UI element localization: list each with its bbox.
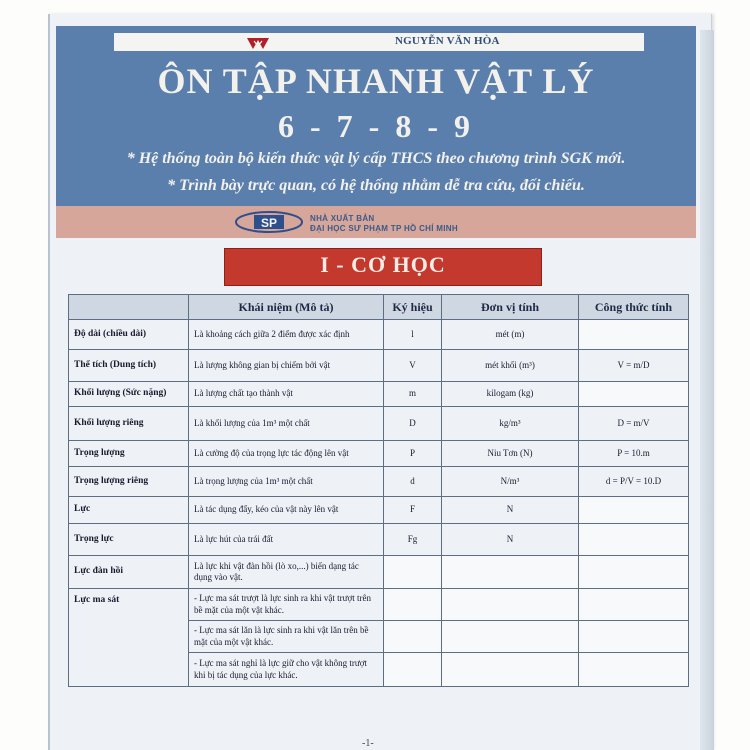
table-row [69,441,689,467]
tagline-1: * Hệ thống toàn bộ kiến thức vật lý cấp THCS theo chương trình SGK mới. [126,150,626,167]
cell-symbol: l [384,320,442,350]
table-body [69,320,689,687]
page-number: -1- [362,738,374,749]
cell-concept: Trọng lượng [69,441,189,467]
sp-logo-icon [234,210,304,234]
cell-formula [579,382,689,407]
cell-unit: kg/m³ [442,407,579,441]
section-title: I - CƠ HỌC [320,252,446,277]
cell-symbol [384,556,442,589]
cell-unit [442,589,579,621]
cell-symbol [384,621,442,653]
cell-description: Là khoảng cách giữa 2 điểm được xác định [189,320,384,350]
table-header-row [69,295,689,320]
sheet-edge [700,30,714,750]
cell-symbol: P [384,441,442,467]
cell-symbol [384,589,442,621]
cell-formula: d = P/V = 10.D [579,467,689,497]
cell-description: Là trọng lượng của 1m³ một chất [189,467,384,497]
mechanics-table [68,294,689,687]
top-strip [114,33,644,51]
cell-symbol: m [384,382,442,407]
publisher-line-1: NHÀ XUẤT BẢN [310,214,375,223]
cell-concept: Lực ma sát [69,589,189,687]
cell-symbol [384,653,442,687]
cell-symbol: D [384,407,442,441]
publisher-line-2: ĐẠI HỌC SƯ PHẠM TP HỒ CHÍ MINH [310,224,458,233]
tagline-2: * Trình bày trực quan, có hệ thống nhằm dễ tra cứu, đối chiếu. [167,177,585,194]
cell-concept: Độ dài (chiều dài) [69,320,189,350]
cell-formula [579,653,689,687]
table-row [69,467,689,497]
cell-symbol: F [384,497,442,524]
table-row [69,382,689,407]
publisher-band [56,206,696,238]
table-row [69,497,689,524]
cell-unit: mét khối (m³) [442,350,579,382]
cell-description: Là lượng chất tạo thành vật [189,382,384,407]
cell-description: Là khối lượng của 1m³ một chất [189,407,384,441]
cell-description: Là lượng không gian bị chiếm bởi vật [189,350,384,382]
cell-formula [579,497,689,524]
table-row [69,407,689,441]
table-row [69,320,689,350]
cell-description: - Lực ma sát nghỉ là lực giữ cho vật không trượt khi bị tác dụng của lực khác. [189,653,384,687]
cell-symbol: Fg [384,524,442,556]
cell-formula [579,589,689,621]
table-row [69,524,689,556]
cell-unit: kilogam (kg) [442,382,579,407]
cell-formula [579,556,689,589]
table-row [69,350,689,382]
cell-description: Là lực hút của trái đất [189,524,384,556]
header-unit: Đơn vị tính [442,295,579,320]
table-row [69,589,689,621]
cell-concept: Khối lượng (Sức nặng) [69,382,189,407]
cell-unit: N [442,497,579,524]
cell-concept: Thể tích (Dung tích) [69,350,189,382]
book-title: ÔN TẬP NHANH VẬT LÝ [157,61,595,101]
cell-formula [579,524,689,556]
cell-description: Là tác dụng đẩy, kéo của vật này lên vật [189,497,384,524]
cell-description: - Lực ma sát trượt là lực sinh ra khi vật trượt trên bề mặt của một vật khác. [189,589,384,621]
cell-concept: Trọng lượng riêng [69,467,189,497]
cell-formula [579,621,689,653]
cell-formula: D = m/V [579,407,689,441]
cell-unit [442,653,579,687]
cell-description: Là lực khi vật đàn hồi (lò xo,...) biến dạng tác dụng vào vật. [189,556,384,589]
cell-unit: N [442,524,579,556]
grade-levels: 6 - 7 - 8 - 9 [278,108,474,144]
cell-formula [579,320,689,350]
header-formula: Công thức tính [579,295,689,320]
cell-concept: Lực đàn hồi [69,556,189,589]
cell-description: Là cường độ của trọng lực tác động lên vật [189,441,384,467]
cell-description: - Lực ma sát lăn là lực sinh ra khi vật lăn trên bề mặt của một vật khác. [189,621,384,653]
author-name: NGUYỄN VĂN HÒA [395,35,500,47]
cell-symbol: d [384,467,442,497]
cell-unit [442,621,579,653]
cell-unit: Niu Tơn (N) [442,441,579,467]
cell-formula: V = m/D [579,350,689,382]
header-description: Khái niệm (Mô tả) [189,295,384,320]
cell-concept: Trọng lực [69,524,189,556]
cell-formula: P = 10.m [579,441,689,467]
header-symbol: Ký hiệu [384,295,442,320]
cell-concept: Khối lượng riêng [69,407,189,441]
cell-symbol: V [384,350,442,382]
publisher-logo-icon [246,36,270,50]
cell-concept: Lực [69,497,189,524]
svg-text:SP: SP [260,216,278,230]
cell-unit [442,556,579,589]
cell-unit: N/m³ [442,467,579,497]
cell-unit: mét (m) [442,320,579,350]
header-concept [69,295,189,320]
table-row [69,556,689,589]
